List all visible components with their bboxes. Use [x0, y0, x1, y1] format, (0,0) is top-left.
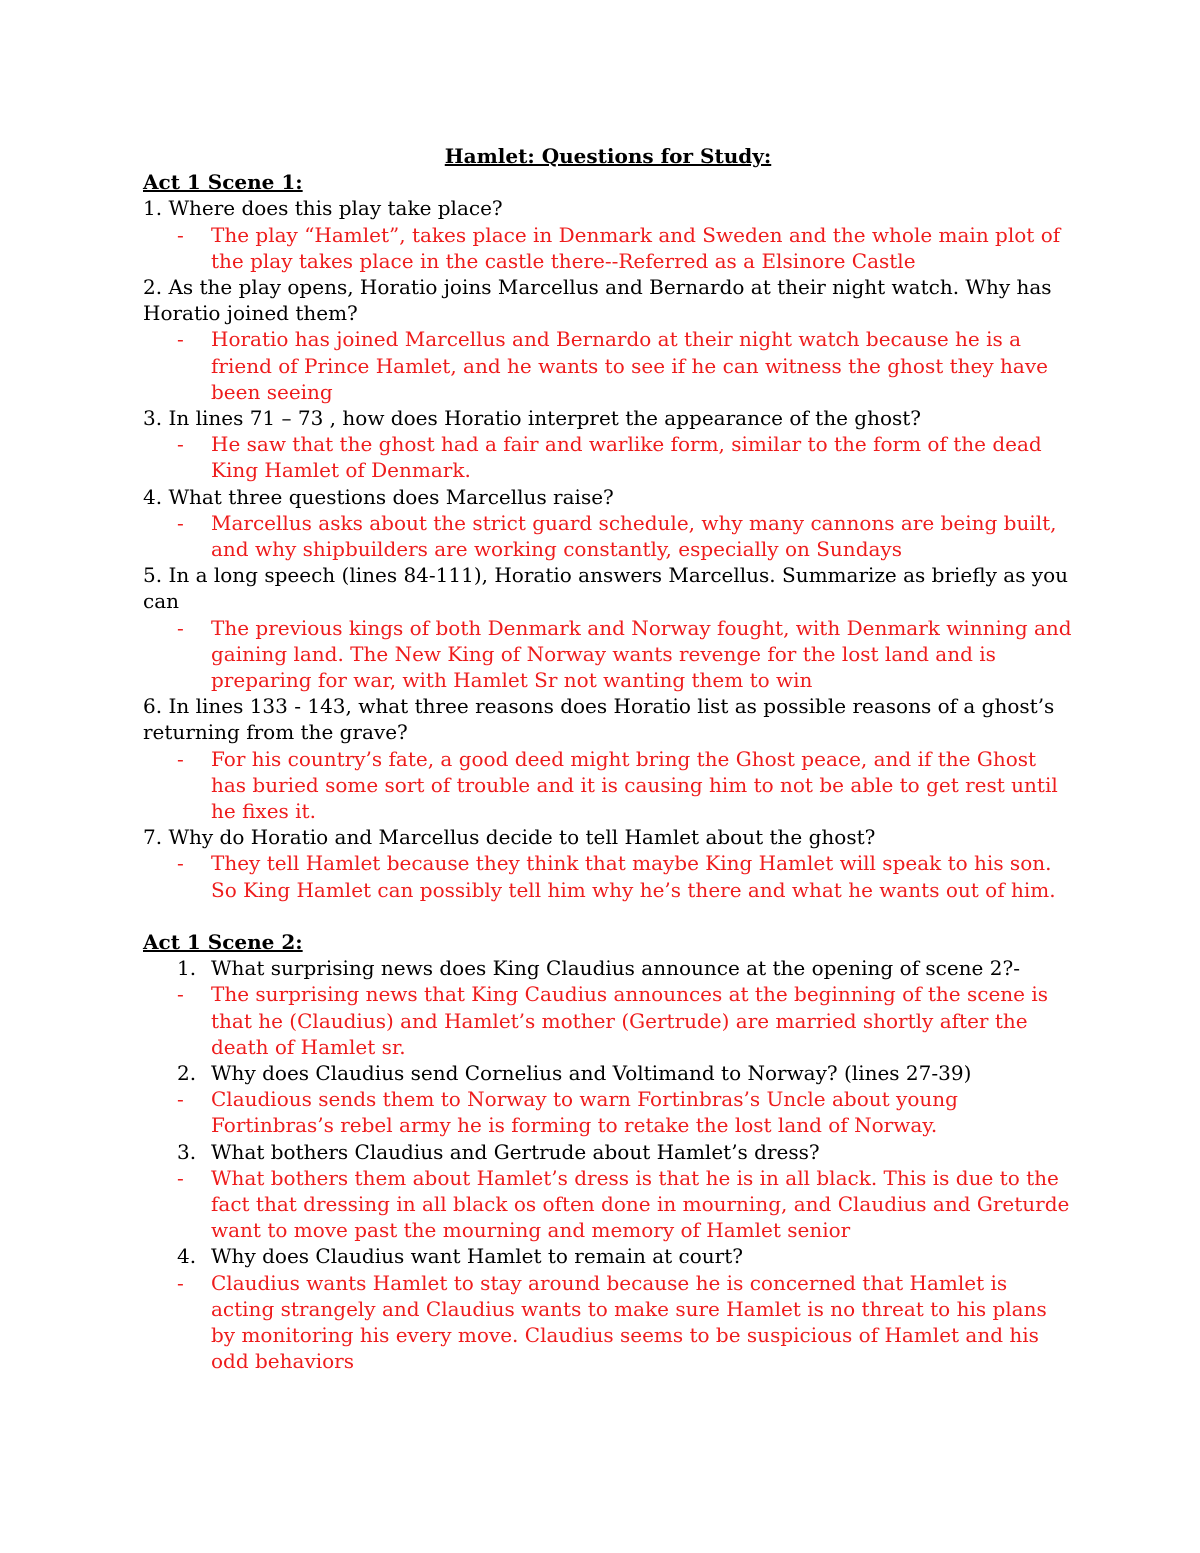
- answer-text: Claudius wants Hamlet to stay around because he is concerned that Hamlet is acting strangely and Claudius wants to make sure Hamlet is no threat to his plans by monitoring his every move. Claudius seems to be suspicious of Hamlet and his odd behaviors: [211, 1270, 1047, 1374]
- answer-bullet: -: [177, 327, 184, 352]
- question-text: What bothers Claudius and Gertrude about Hamlet’s dress?: [211, 1139, 820, 1164]
- answer-bullet: -: [177, 746, 184, 771]
- answer-2-2: [143, 1086, 1073, 1138]
- question-2-1: [143, 955, 1073, 981]
- document-title: Hamlet: Questions for Study:: [444, 144, 772, 168]
- question-1-7: 7. Why do Horatio and Marcellus decide to tell Hamlet about the ghost?: [143, 825, 876, 850]
- answer-2-3: [143, 1165, 1073, 1244]
- question-1-4: 4. What three questions does Marcellus raise?: [143, 484, 614, 509]
- answer-bullet: -: [177, 510, 184, 535]
- question-1-6: 6. In lines 133 - 143, what three reasons does Horatio list as possible reasons of a ghost’s returning from the grave?: [143, 694, 1055, 745]
- answer-bullet: -: [177, 615, 184, 640]
- answer-1-1: [143, 222, 1073, 274]
- answer-1-4: [143, 510, 1073, 562]
- answer-2-4: [143, 1270, 1073, 1375]
- answer-1-5: [143, 615, 1073, 694]
- question-1-5: 5. In a long speech (lines 84-111), Horatio answers Marcellus. Summarize as briefly as you can: [143, 563, 1069, 614]
- question-number: 2.: [177, 1060, 197, 1085]
- question-number: 3.: [177, 1139, 197, 1164]
- document-page: [143, 143, 1073, 1374]
- answer-text: He saw that the ghost had a fair and warlike form, similar to the form of the dead King Hamlet of Denmark.: [211, 432, 1042, 483]
- answer-text: The previous kings of both Denmark and Norway fought, with Denmark winning and gaining land. The New King of Norway wants revenge for the lost land and is preparing for war, with Hamlet Sr not wanting them to win: [211, 615, 1072, 693]
- question-number: 1.: [177, 956, 197, 981]
- answer-1-2: [143, 326, 1073, 405]
- question-number: 4.: [177, 1244, 197, 1269]
- question-2-2: [143, 1060, 1073, 1086]
- answer-bullet: -: [177, 1087, 184, 1112]
- question-text: Why does Claudius send Cornelius and Voltimand to Norway? (lines 27-39): [211, 1060, 972, 1085]
- section-heading-scene-1: Act 1 Scene 1:: [143, 170, 303, 195]
- question-text: What surprising news does King Claudius announce at the opening of scene 2?-: [211, 956, 1020, 981]
- answer-text: Marcellus asks about the strict guard schedule, why many cannons are being built, and why shipbuilders are working constantly, especially on Sundays: [211, 510, 1057, 562]
- question-1-1: 1. Where does this play take place?: [143, 196, 503, 221]
- question-2-3: [143, 1139, 1073, 1165]
- answer-2-1: [143, 981, 1073, 1060]
- answer-1-3: [143, 431, 1073, 483]
- answer-bullet: -: [177, 982, 184, 1007]
- answer-bullet: -: [177, 432, 184, 457]
- answer-1-6: [143, 746, 1073, 825]
- answer-bullet: -: [177, 222, 184, 247]
- answer-text: For his country’s fate, a good deed might bring the Ghost peace, and if the Ghost has buried some sort of trouble and it is causing him to not be able to get rest until he fixes it.: [211, 746, 1058, 824]
- answer-bullet: -: [177, 1165, 184, 1190]
- section-spacer: [143, 903, 1073, 929]
- question-text: Why does Claudius want Hamlet to remain at court?: [211, 1244, 743, 1269]
- answer-text: Horatio has joined Marcellus and Bernardo at their night watch because he is a friend of Prince Hamlet, and he wants to see if he can witness the ghost they have been seeing: [211, 327, 1048, 404]
- section-heading-scene-2: Act 1 Scene 2:: [143, 929, 303, 954]
- question-1-2: 2. As the play opens, Horatio joins Marcellus and Bernardo at their night watch. Why has Horatio joined them?: [143, 275, 1052, 326]
- answer-text: They tell Hamlet because they think that maybe King Hamlet will speak to his son. So King Hamlet can possibly tell him why he’s there and what he wants out of him.: [211, 851, 1056, 902]
- answer-bullet: -: [177, 851, 184, 876]
- answer-text: What bothers them about Hamlet’s dress is that he is in all black. This is due to the fact that dressing in all black os often done in mourning, and Claudius and Greturde want to move past the mourning and memory of Hamlet senior: [211, 1165, 1070, 1243]
- answer-text: The surprising news that King Caudius announces at the beginning of the scene is that he (Claudius) and Hamlet’s mother (Gertrude) are married shortly after the death of Hamlet sr.: [211, 982, 1049, 1059]
- answer-1-7: [143, 850, 1073, 902]
- question-1-3: 3. In lines 71 – 73 , how does Horatio interpret the appearance of the ghost?: [143, 406, 922, 431]
- question-2-4: [143, 1243, 1073, 1269]
- answer-text: Claudious sends them to Norway to warn Fortinbras’s Uncle about young Fortinbras’s rebel army he is forming to retake the lost land of Norway.: [211, 1087, 958, 1138]
- answer-text: The play “Hamlet”, takes place in Denmark and Sweden and the whole main plot of the play takes place in the castle there--Referred as a Elsinore Castle: [211, 222, 1061, 273]
- answer-bullet: -: [177, 1270, 184, 1295]
